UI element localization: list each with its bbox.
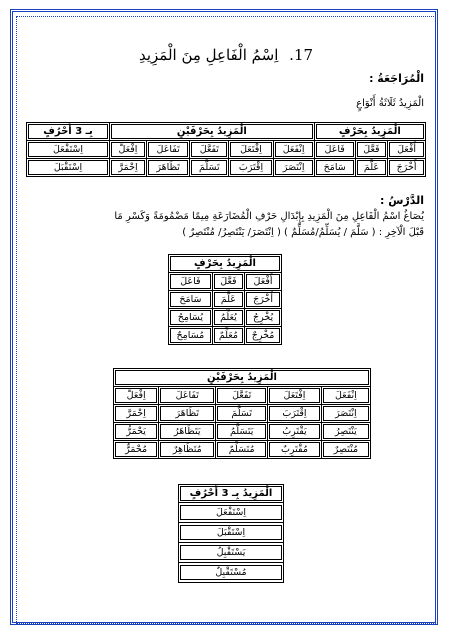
page-title <box>22 46 430 64</box>
table-cell: تَسَلَّمَ <box>190 159 229 177</box>
verb-forms-table <box>26 122 426 177</box>
table-row <box>114 405 371 423</box>
table-row <box>27 141 426 159</box>
table-cell: تَفَعَّلَ <box>190 141 229 159</box>
table-row <box>27 159 426 177</box>
two-letters-table <box>113 368 371 459</box>
table-cell: اِحْمَرَّ <box>114 405 159 423</box>
table-cell: تَظَاهَرَ <box>146 159 189 177</box>
table-cell: فَاعَلَ <box>314 141 355 159</box>
table-header: الْمَزِيدُ بِـ 3 أَحْرُفٍ <box>179 485 284 503</box>
lesson-line-2: قَبْلَ الْآخِرِ : ( سَلَّمَ / يُسَلِّمُ/مُسَلِّمٌ ) ( اِنْتَصَرَ/ يَنْتَصِرُ/ مُنْتَصِرٌ ) <box>182 227 424 238</box>
table-cell: اِفْعَلَّ <box>110 141 147 159</box>
table-header: الْمَزِيدُ بِحَرْفٍ <box>169 255 282 273</box>
table-cell: أَفْعَلَ <box>388 141 426 159</box>
table-cell: تَفَاعَلَ <box>159 387 216 405</box>
table-cell: يُعَلِّمُ <box>212 309 244 327</box>
table-row <box>114 423 371 441</box>
table-cell: يَسْتَقْبِلُ <box>179 543 284 563</box>
table-cell: يَتَسَلَّمُ <box>216 423 268 441</box>
table-cell: اِنْفَعَلَ <box>273 141 314 159</box>
table-cell: اِفْتَعَلَ <box>229 141 273 159</box>
table-cell: سَامَحَ <box>169 291 213 309</box>
table-row <box>179 543 284 563</box>
one-letter-table <box>168 254 282 345</box>
table-cell: أَخْرَجَ <box>245 291 282 309</box>
table-row <box>169 291 282 309</box>
table-cell: تَسَلَّمَ <box>216 405 268 423</box>
three-letters-table <box>178 484 284 583</box>
lesson-heading: الدَّرْسُ : <box>380 194 424 207</box>
table-row <box>114 387 371 405</box>
table-cell: يَقْتَرِبُ <box>268 423 322 441</box>
table-cell: اِنْتَصَرَ <box>273 159 314 177</box>
table-cell: مُحْمَرٌّ <box>114 441 159 459</box>
header-three-letters: بِـ 3 أَحْرُفٍ <box>27 123 110 141</box>
review-line: الْمَزِيدُ ثَلَاثَةُ أَنْوَاعٍ <box>356 98 424 109</box>
table-cell: اِنْفَعَلَ <box>321 387 370 405</box>
header-one-letter: الْمَزِيدُ بِحَرْفٍ <box>314 123 425 141</box>
table-cell: سَامَحَ <box>314 159 355 177</box>
table-cell: تَفَاعَلَ <box>146 141 189 159</box>
table-cell: اِسْتَقْبَلَ <box>179 523 284 543</box>
table-cell: فَعَّلَ <box>212 273 244 291</box>
table-cell: أَخْرَجَ <box>388 159 426 177</box>
table-cell: اِفْتَعَلَ <box>268 387 322 405</box>
table-cell: يَحْمَرُّ <box>114 423 159 441</box>
table-cell: اِقْتَرَبَ <box>268 405 322 423</box>
table-cell: يُخْرِجُ <box>245 309 282 327</box>
table-header: الْمَزِيدُ بِحَرْفَيْنِ <box>114 369 371 387</box>
table-row <box>114 441 371 459</box>
table-row <box>179 523 284 543</box>
table-cell: يَنْتَصِرُ <box>321 423 370 441</box>
table-cell: اِفْعَلَّ <box>114 387 159 405</box>
review-heading: الْمُرَاجَعَةُ : <box>369 72 424 85</box>
table-cell: مُتَظَاهِرٌ <box>159 441 216 459</box>
table-cell: فَعَّلَ <box>355 141 387 159</box>
table-cell: عَلَّمَ <box>212 291 244 309</box>
table-cell: يَتَظَاهَرُ <box>159 423 216 441</box>
table-row <box>169 327 282 345</box>
table-cell: اِحْمَرَّ <box>110 159 147 177</box>
table-cell: يُسَامِحُ <box>169 309 213 327</box>
table-row <box>169 309 282 327</box>
lesson-title: اِسْمُ الْفَاعِلِ مِنَ الْمَزِيدِ <box>138 46 279 64</box>
table-cell: فَاعَلَ <box>169 273 213 291</box>
table-cell: اِنْتَصَرَ <box>321 405 370 423</box>
table-cell: مُسَامِحٌ <box>169 327 213 345</box>
table-cell: أَفْعَلَ <box>245 273 282 291</box>
table-row <box>169 273 282 291</box>
table-cell: اِسْتَفْعَلَ <box>27 141 110 159</box>
table-cell: تَظَاهَرَ <box>159 405 216 423</box>
header-two-letters: الْمَزِيدُ بِحَرْفَيْنِ <box>110 123 315 141</box>
lesson-line-1: يُصَاغُ اسْمُ الْفَاعِلِ مِنَ الْمَزِيدِ بِإِبْدَالِ حَرْفِ الْمُضَارَعَةِ مِيمًا مَضْمُومَةً وَكَسْرِ مَا <box>114 211 424 222</box>
table-cell: اِسْتَفْعَلَ <box>179 503 284 523</box>
table-row <box>179 503 284 523</box>
table-cell: مُنْتَصِرٌ <box>321 441 370 459</box>
lesson-number: 17. <box>289 46 314 64</box>
table-cell: تَفَعَّلَ <box>216 387 268 405</box>
table-cell: مُقْتَرِبٌ <box>268 441 322 459</box>
table-cell: اِقْتَرَبَ <box>229 159 273 177</box>
table-row <box>179 563 284 583</box>
table-cell: اِسْتَقْبَلَ <box>27 159 110 177</box>
table-cell: مُسْتَقْبِلٌ <box>179 563 284 583</box>
worksheet <box>22 22 430 622</box>
table-cell: مُعَلِّمٌ <box>212 327 244 345</box>
table-cell: مُخْرِجٌ <box>245 327 282 345</box>
table-cell: مُتَسَلِّمٌ <box>216 441 268 459</box>
table-cell: عَلَّمَ <box>355 159 387 177</box>
